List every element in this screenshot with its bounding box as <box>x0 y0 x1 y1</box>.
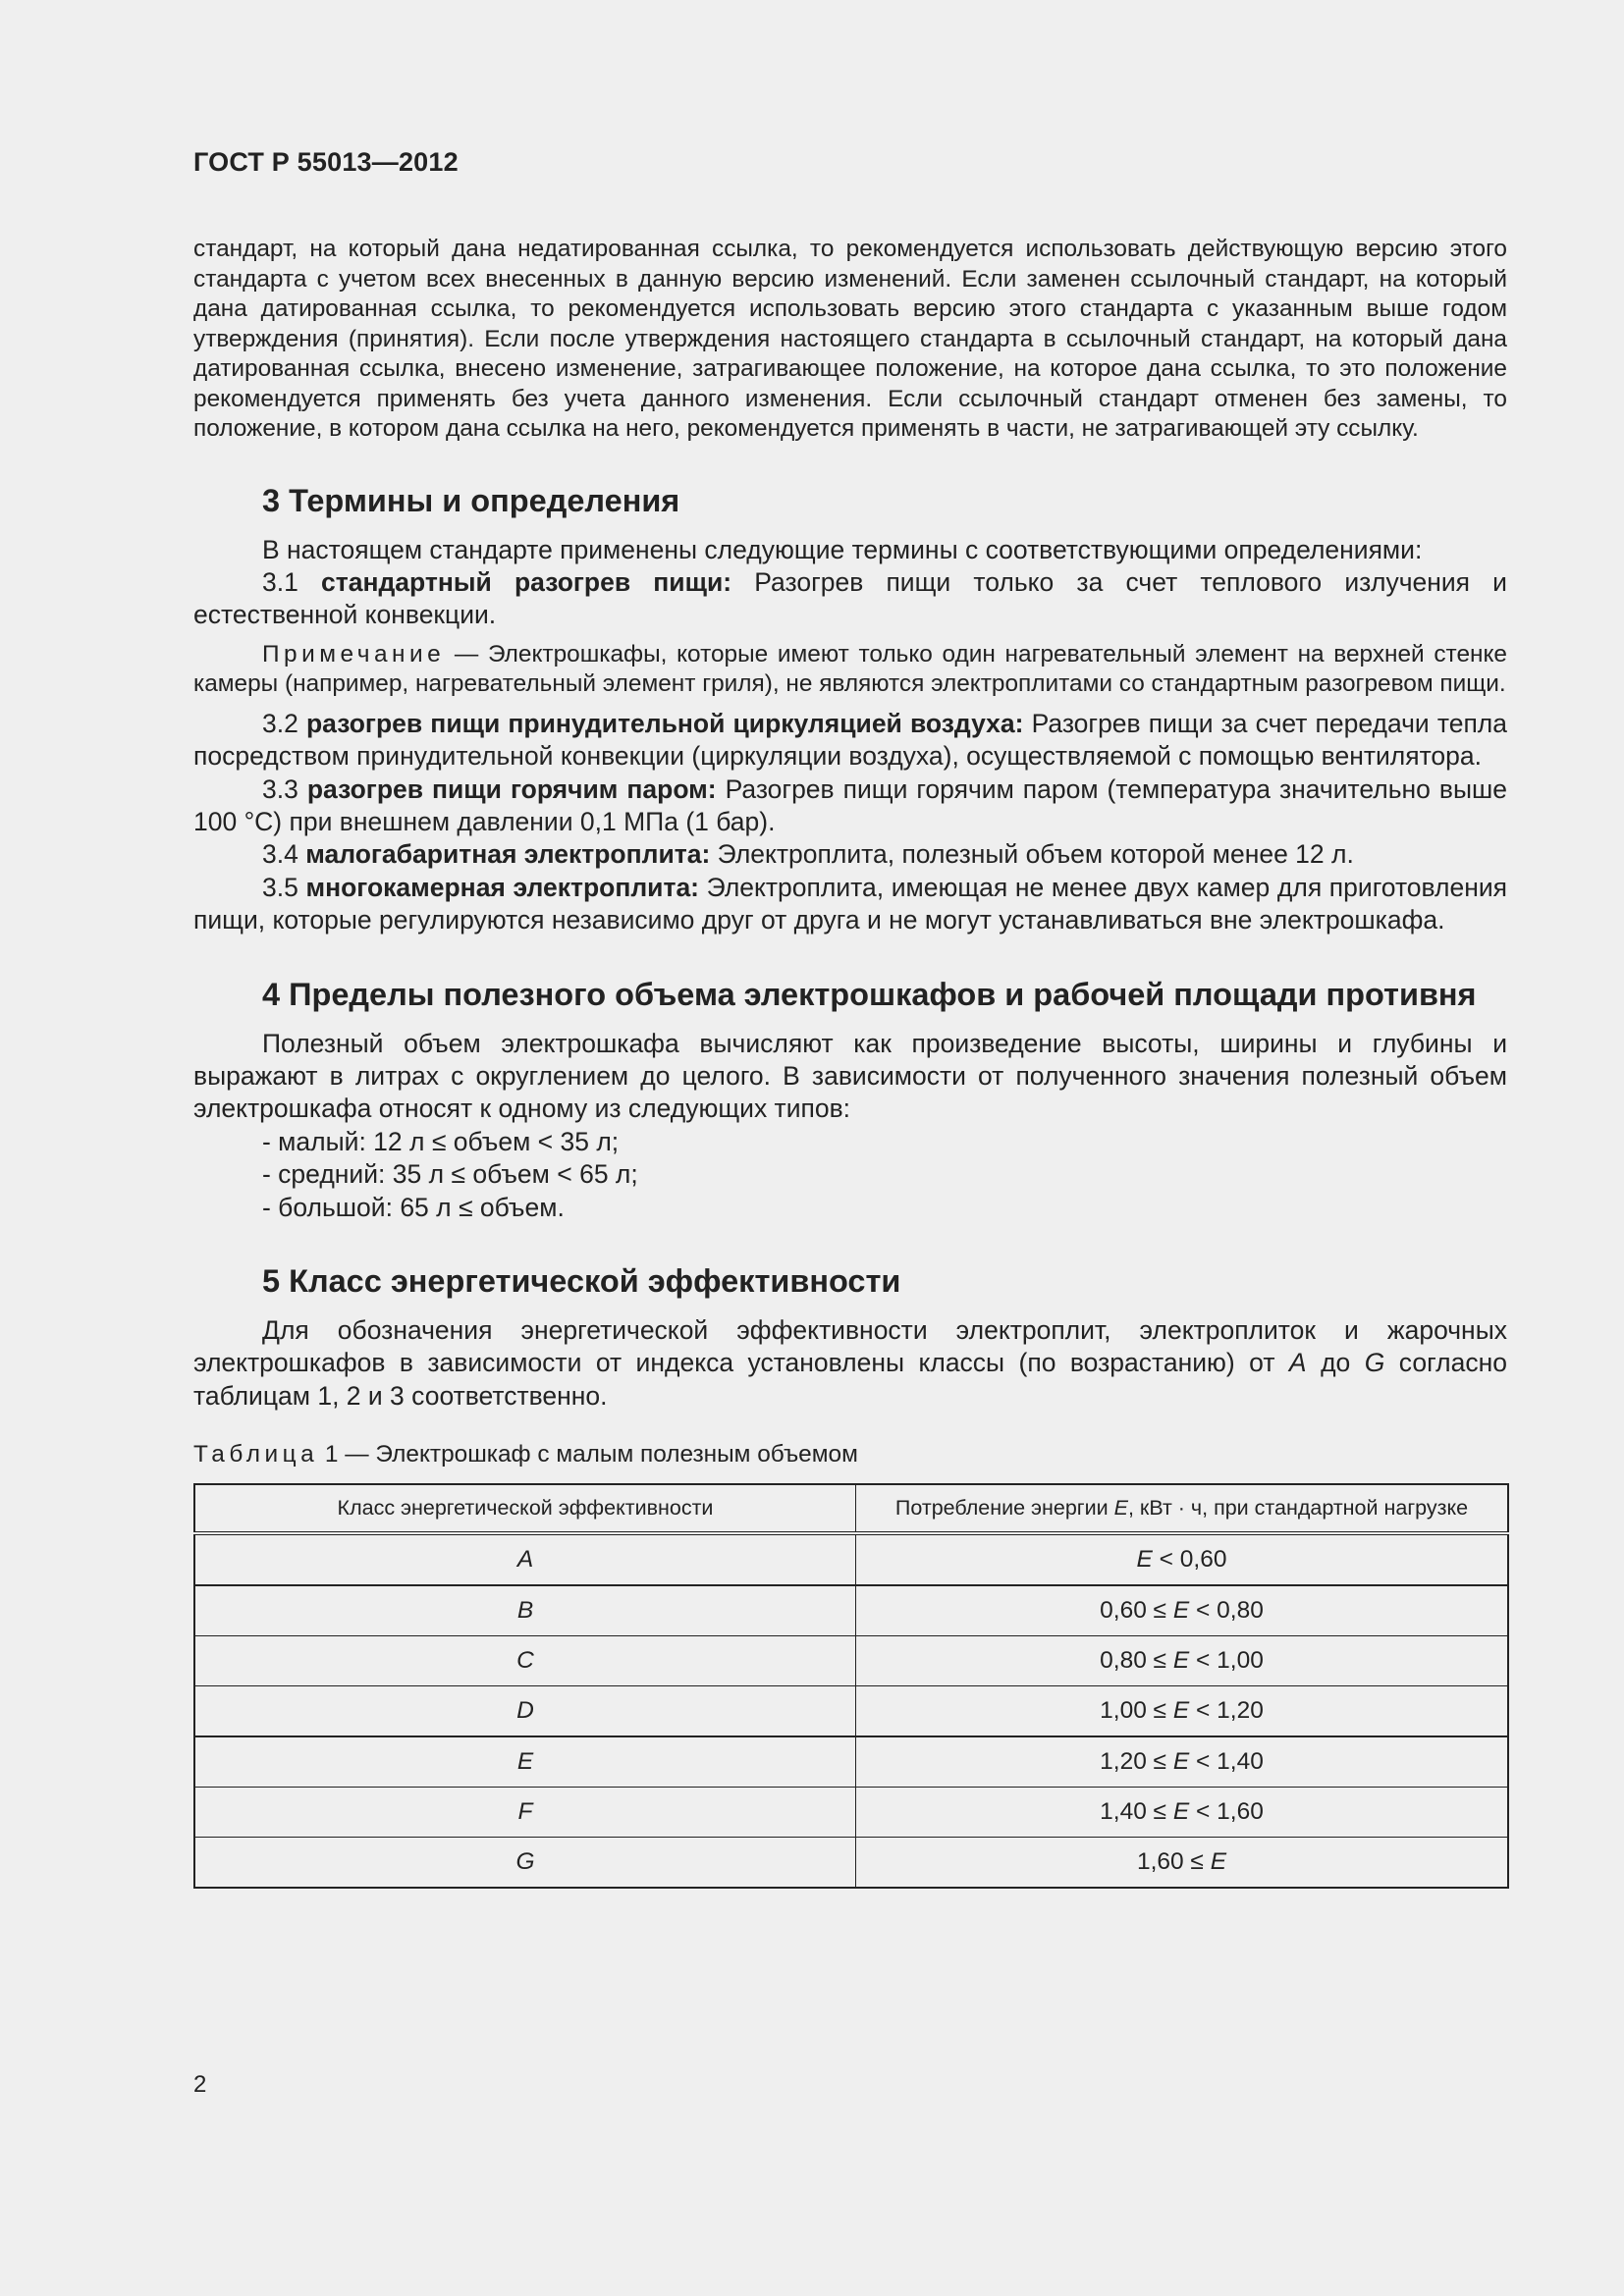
column-header-energy: Потребление энергии E, кВт · ч, при стандартной нагрузке <box>856 1484 1509 1533</box>
term-number: 3.4 <box>262 839 298 870</box>
term-3-2 <box>193 708 1507 774</box>
section-5-paragraph: Для обозначения энергетической эффективности электроплит, электроплиток и жарочных электрошкафов в зависимости от индекса установлены классы (по возрастанию) от A до G согласно таблицам 1, 2 и 3 соответственно. <box>193 1315 1507 1411</box>
note-dash: — <box>454 640 479 667</box>
list-item: - малый: 12 л ≤ объем < 35 л; <box>262 1126 620 1156</box>
section-3-lead: В настоящем стандарте применены следующие термины с соответствующими определениями: <box>262 534 1423 564</box>
term-definition: Разогрев пищи горячим паром (температура значительно выше 100 °С) при внешнем давлении 0,1 МПа (1 бар). <box>193 774 1507 836</box>
table-row <box>194 1686 1508 1737</box>
term-3-4 <box>193 838 1507 871</box>
note-label: Примечание <box>262 640 446 667</box>
class-g-symbol: G <box>1364 1348 1385 1378</box>
term-name: стандартный разогрев пищи: <box>321 566 732 597</box>
document-page <box>193 147 1507 1889</box>
class-a-symbol: A <box>1288 1348 1307 1378</box>
class-cell: A <box>194 1533 856 1585</box>
term-name: многокамерная электроплита: <box>305 872 700 902</box>
class-cell: E <box>194 1736 856 1788</box>
term-number: 3.5 <box>262 872 298 902</box>
table-row <box>194 1585 1508 1636</box>
energy-cell: E < 0,60 <box>856 1533 1509 1585</box>
energy-cell: 1,40 ≤ E < 1,60 <box>856 1788 1509 1838</box>
energy-class-table <box>193 1483 1509 1889</box>
term-number: 3.1 <box>262 566 298 597</box>
note-paragraph <box>193 640 1507 700</box>
table-row <box>194 1788 1508 1838</box>
term-3-3 <box>193 774 1507 839</box>
term-definition: Разогрев пищи за счет передачи тепла посредством принудительной конвекции (циркуляции воздуха), осуществляемой с помощью вентилятора. <box>193 708 1507 772</box>
energy-cell: 1,00 ≤ E < 1,20 <box>856 1686 1509 1737</box>
term-name: малогабаритная электроплита: <box>305 839 711 870</box>
table-row <box>194 1838 1508 1889</box>
table-row <box>194 1533 1508 1585</box>
term-definition: Электроплита, полезный объем которой менее 12 л. <box>717 839 1354 870</box>
section-3-title: 3 Термины и определения <box>262 482 680 518</box>
intro-paragraph: стандарт, на который дана недатированная ссылка, то рекомендуется использовать действующую версию этого стандарта с учетом всех внесенных в данную версию изменений. Если заменен ссылочный стандарт, на который дана датированная ссылка, то рекомендуется использовать версию этого стандарта с указанным выше годом утверждения (принятия). Если после утверждения настоящего стандарта в ссылочный стандарт, на который дана датированная ссылка, внесено изменение, затрагивающее положение, на которое дана ссылка, то это положение рекомендуется применять без учета данного изменения. Если ссылочный стандарт отменен без замены, то положение, в котором дана ссылка на него, рекомендуется применять в части, не затрагивающей эту ссылку. <box>193 236 1507 442</box>
table-header-row <box>194 1484 1508 1533</box>
page-number: 2 <box>193 2071 207 2098</box>
list-item: - средний: 35 л ≤ объем < 65 л; <box>262 1159 638 1190</box>
section-5-title: 5 Класс энергетической эффективности <box>262 1263 901 1299</box>
class-cell: B <box>194 1585 856 1636</box>
energy-cell: 1,20 ≤ E < 1,40 <box>856 1736 1509 1788</box>
section-4-paragraph: Полезный объем электрошкафа вычисляют как произведение высоты, ширины и глубины и выражают в литрах с округлением до целого. В зависимости от полученного значения полезный объем электрошкафа относят к одному из следующих типов: <box>193 1028 1507 1124</box>
term-number: 3.3 <box>262 774 298 804</box>
class-cell: G <box>194 1838 856 1889</box>
energy-cell: 0,80 ≤ E < 1,00 <box>856 1636 1509 1686</box>
class-cell: D <box>194 1686 856 1737</box>
table-row <box>194 1736 1508 1788</box>
energy-cell: 0,60 ≤ E < 0,80 <box>856 1585 1509 1636</box>
term-name: разогрев пищи принудительной циркуляцией воздуха: <box>305 708 1024 738</box>
table-row <box>194 1636 1508 1686</box>
note-text: Электрошкафы, которые имеют только один нагревательный элемент на верхней стенке камеры (например, нагревательный элемент гриля), не являются электроплитами со стандартным разогревом пищи. <box>193 640 1507 698</box>
table-1-caption <box>193 1440 1507 1469</box>
term-definition: Разогрев пищи только за счет теплового излучения и естественной конвекции. <box>193 566 1507 630</box>
list-item: - большой: 65 л ≤ объем. <box>262 1192 565 1222</box>
class-cell: F <box>194 1788 856 1838</box>
column-header-class: Класс энергетической эффективности <box>194 1484 856 1533</box>
table-caption-label: Таблица <box>193 1441 319 1468</box>
energy-cell: 1,60 ≤ E <box>856 1838 1509 1889</box>
term-definition: Электроплита, имеющая не менее двух камер для приготовления пищи, которые регулируются независимо друг от друга и не могут устанавливаться вне электрошкафа. <box>193 872 1507 935</box>
term-3-1 <box>193 566 1507 632</box>
class-cell: C <box>194 1636 856 1686</box>
term-number: 3.2 <box>262 708 298 738</box>
term-name: разогрев пищи горячим паром: <box>306 774 717 804</box>
section-4-title: 4 Пределы полезного объема электрошкафов и рабочей площади противня <box>262 976 1477 1012</box>
table-caption-text: 1 — Электрошкаф с малым полезным объемом <box>324 1441 858 1468</box>
standard-header: ГОСТ Р 55013—2012 <box>193 147 459 177</box>
term-3-5 <box>193 872 1507 937</box>
